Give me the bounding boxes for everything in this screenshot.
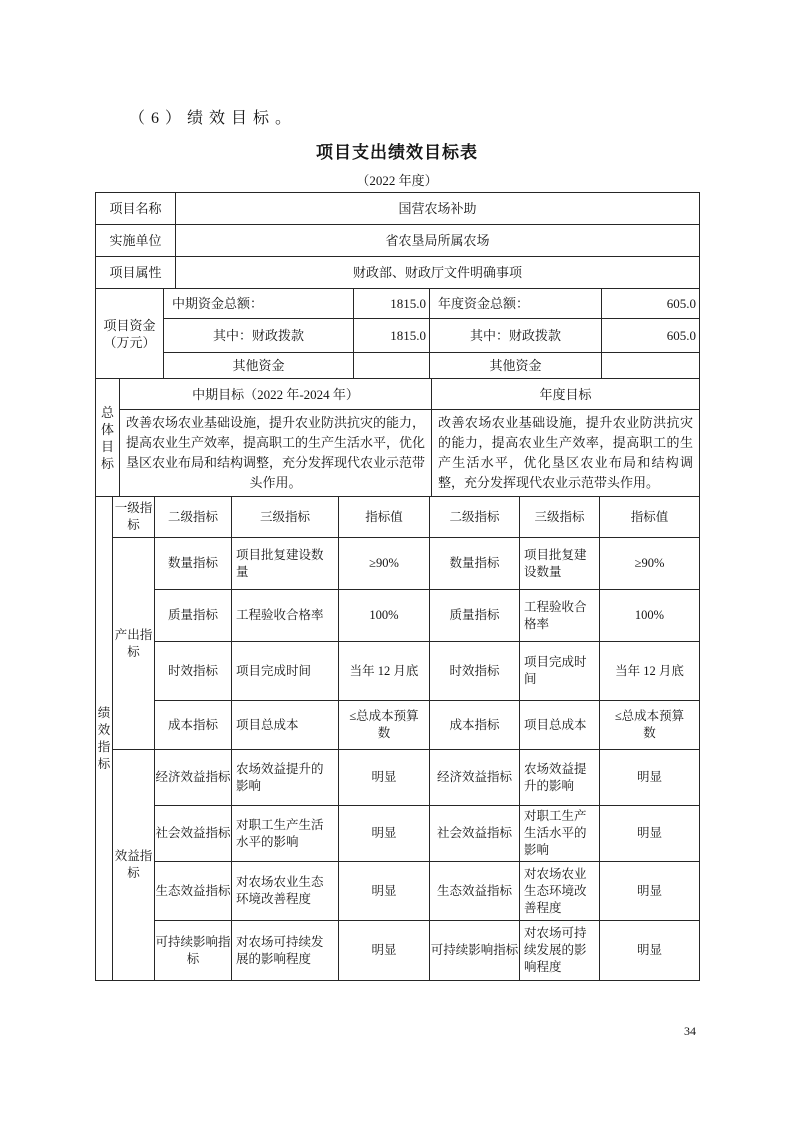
level3-cell: 项目总成本 — [232, 701, 339, 750]
mid-fiscal-value: 1815.0 — [354, 319, 430, 353]
value-cell: 明显 — [339, 806, 430, 862]
section-heading: （6）绩效目标。 — [129, 110, 298, 127]
level2-cell: 数量指标 — [430, 538, 520, 590]
header-level2-year: 二级指标 — [430, 497, 520, 538]
project-name-value: 国营农场补助 — [176, 193, 700, 225]
table-row — [96, 921, 700, 981]
year-total-label: 年度资金总额： — [430, 289, 602, 319]
level3-cell: 对农场农业生态环境改善程度 — [520, 862, 600, 921]
level2-cell: 成本指标 — [430, 701, 520, 750]
value-cell: 明显 — [339, 862, 430, 921]
table-row — [96, 538, 700, 590]
mid-fiscal-label: 其中：财政拨款 — [164, 319, 354, 353]
indicators-label: 绩效指标 — [96, 497, 113, 981]
level3-cell: 项目批复建设数量 — [520, 538, 600, 590]
level3-cell: 农场效益提升的影响 — [520, 750, 600, 806]
table-title: 项目支出绩效目标表 — [316, 143, 478, 162]
table-row — [96, 862, 700, 921]
value-cell: 当年 12 月底 — [339, 642, 430, 701]
value-cell: 明显 — [600, 750, 700, 806]
table-row — [96, 193, 700, 225]
table-row — [96, 353, 700, 379]
level3-cell: 农场效益提升的影响 — [232, 750, 339, 806]
year-total-value: 605.0 — [602, 289, 700, 319]
level2-cell: 经济效益指标 — [430, 750, 520, 806]
level3-cell: 工程验收合格率 — [232, 590, 339, 642]
year-fiscal-label: 其中：财政拨款 — [430, 319, 602, 353]
project-attribute-label: 项目属性 — [96, 257, 176, 289]
table-row — [96, 319, 700, 353]
header-value-year: 指标值 — [600, 497, 700, 538]
value-cell: 明显 — [339, 921, 430, 981]
level3-cell: 工程验收合格率 — [520, 590, 600, 642]
level2-cell: 可持续影响指标 — [430, 921, 520, 981]
level2-cell: 生态效益指标 — [430, 862, 520, 921]
value-cell: ≤总成本预算数 — [339, 701, 430, 750]
funds-section — [95, 288, 700, 379]
level2-cell: 生态效益指标 — [155, 862, 232, 921]
table-row — [96, 225, 700, 257]
project-attribute-value: 财政部、财政厅文件明确事项 — [176, 257, 700, 289]
value-cell: 100% — [339, 590, 430, 642]
year-goal-header: 年度目标 — [432, 379, 700, 410]
level2-cell: 可持续影响指标 — [155, 921, 232, 981]
level1-benefit: 效益指标 — [113, 750, 155, 981]
year-other-value — [602, 353, 700, 379]
header-level2-mid: 二级指标 — [155, 497, 232, 538]
table-row — [96, 806, 700, 862]
table-row — [96, 379, 700, 410]
overall-goal-label: 总体目标 — [96, 379, 120, 497]
value-cell: 明显 — [600, 862, 700, 921]
table-subtitle: （2022 年度） — [356, 173, 438, 188]
level3-cell: 对农场农业生态环境改善程度 — [232, 862, 339, 921]
mid-other-value — [354, 353, 430, 379]
implementing-unit-value: 省农垦局所属农场 — [176, 225, 700, 257]
value-cell: ≤总成本预算数 — [600, 701, 700, 750]
indicators-section — [95, 496, 700, 981]
header-level3-mid: 三级指标 — [232, 497, 339, 538]
level3-cell: 对职工生产生活水平的影响 — [232, 806, 339, 862]
level3-cell: 对职工生产生活水平的影响 — [520, 806, 600, 862]
header-value-mid: 指标值 — [339, 497, 430, 538]
page-number: 34 — [684, 1024, 696, 1038]
level2-cell: 经济效益指标 — [155, 750, 232, 806]
level2-cell: 时效指标 — [430, 642, 520, 701]
basic-info-section — [95, 192, 700, 289]
header-level3-year: 三级指标 — [520, 497, 600, 538]
table-row — [96, 750, 700, 806]
level2-cell: 数量指标 — [155, 538, 232, 590]
mid-other-label: 其他资金 — [164, 353, 354, 379]
level2-cell: 质量指标 — [155, 590, 232, 642]
level3-cell: 项目完成时间 — [232, 642, 339, 701]
level2-cell: 时效指标 — [155, 642, 232, 701]
level2-cell: 质量指标 — [430, 590, 520, 642]
level3-cell: 对农场可持续发展的影响程度 — [520, 921, 600, 981]
table-row — [96, 701, 700, 750]
table-row — [96, 642, 700, 701]
level3-cell: 项目完成时间 — [520, 642, 600, 701]
implementing-unit-label: 实施单位 — [96, 225, 176, 257]
table-row — [96, 497, 700, 538]
value-cell: 明显 — [600, 921, 700, 981]
level2-cell: 成本指标 — [155, 701, 232, 750]
level1-output: 产出指标 — [113, 538, 155, 750]
table-row — [96, 289, 700, 319]
header-level1: 一级指标 — [113, 497, 155, 538]
level3-cell: 项目批复建设数量 — [232, 538, 339, 590]
table-row — [96, 590, 700, 642]
level3-cell: 项目总成本 — [520, 701, 600, 750]
table-row — [96, 410, 700, 497]
value-cell: 100% — [600, 590, 700, 642]
table-row — [96, 257, 700, 289]
year-fiscal-value: 605.0 — [602, 319, 700, 353]
level3-cell: 对农场可持续发展的影响程度 — [232, 921, 339, 981]
value-cell: 当年 12 月底 — [600, 642, 700, 701]
year-goal-text: 改善农场农业基础设施，提升农业防洪抗灾的能力，提高农业生产效率，提高职工的生产生活水平，优化垦区农业布局和结构调整，充分发挥现代农业示范带头作用。 — [432, 410, 700, 497]
level2-cell: 社会效益指标 — [430, 806, 520, 862]
mid-goal-text: 改善农场农业基础设施，提升农业防洪抗灾的能力，提高农业生产效率，提高职工的生产生活水平，优化垦区农业布局和结构调整，充分发挥现代农业示范带头作用。 — [120, 410, 432, 497]
mid-goal-header: 中期目标（2022 年-2024 年） — [120, 379, 432, 410]
value-cell: 明显 — [600, 806, 700, 862]
mid-total-value: 1815.0 — [354, 289, 430, 319]
performance-target-table — [95, 192, 701, 981]
year-other-label: 其他资金 — [430, 353, 602, 379]
value-cell: ≥90% — [600, 538, 700, 590]
overall-goals-section — [95, 378, 700, 497]
mid-total-label: 中期资金总额： — [164, 289, 354, 319]
value-cell: ≥90% — [339, 538, 430, 590]
funds-label: 项目资金（万元） — [96, 289, 164, 379]
project-name-label: 项目名称 — [96, 193, 176, 225]
value-cell: 明显 — [339, 750, 430, 806]
level2-cell: 社会效益指标 — [155, 806, 232, 862]
